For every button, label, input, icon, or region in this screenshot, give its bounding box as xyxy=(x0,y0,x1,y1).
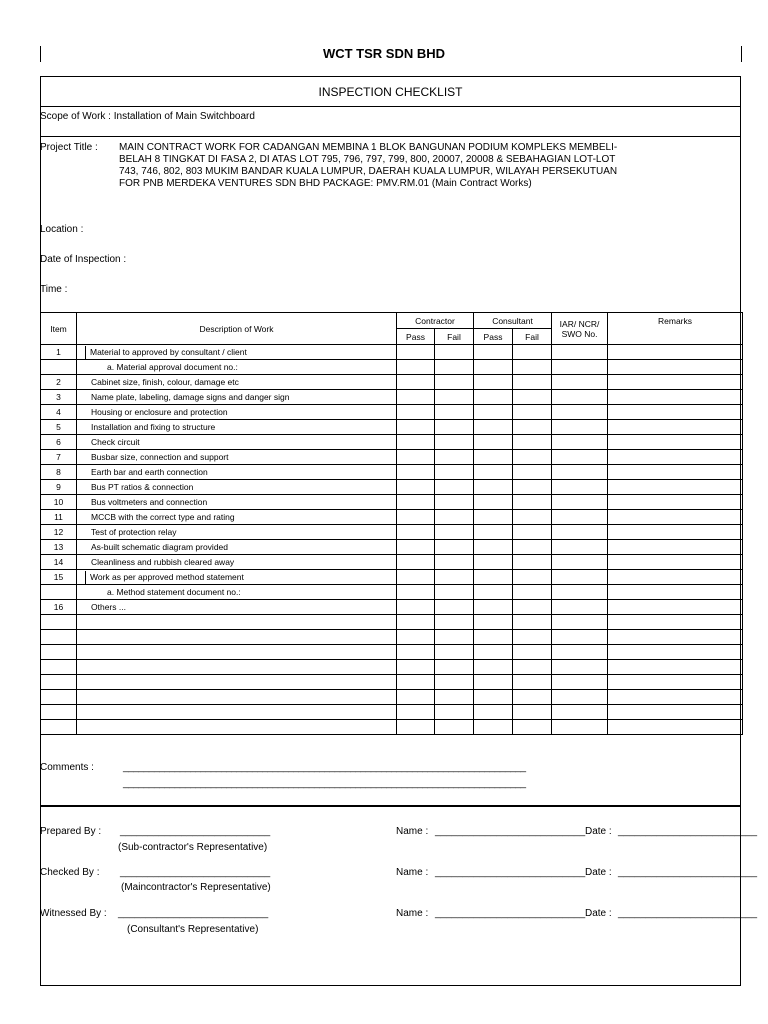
remarks-cell[interactable] xyxy=(608,480,743,495)
consultant-fail-cell[interactable] xyxy=(513,720,552,735)
table-row xyxy=(41,510,743,525)
iar-ncr-swo-cell[interactable] xyxy=(552,630,608,645)
contractor-fail-cell[interactable] xyxy=(435,510,474,525)
checked-date-line[interactable]: _________________________ xyxy=(618,867,758,878)
iar-ncr-swo-cell[interactable] xyxy=(552,525,608,540)
consultant-pass-cell[interactable] xyxy=(474,495,513,510)
remarks-cell[interactable] xyxy=(608,495,743,510)
contractor-pass-cell[interactable] xyxy=(397,600,435,615)
contractor-pass-cell[interactable] xyxy=(397,510,435,525)
prepared-by-label: Prepared By : xyxy=(40,826,102,837)
consultant-pass-cell[interactable] xyxy=(474,510,513,525)
work-description: a. Method statement document no.: xyxy=(77,585,397,600)
iar-ncr-swo-cell[interactable] xyxy=(552,570,608,585)
remarks-cell[interactable] xyxy=(608,345,743,360)
iar-ncr-swo-cell[interactable] xyxy=(552,720,608,735)
item-number xyxy=(41,720,77,735)
work-description: Bus voltmeters and connection xyxy=(77,495,397,510)
iar-ncr-swo-cell[interactable] xyxy=(552,480,608,495)
contractor-pass-cell[interactable] xyxy=(397,360,435,375)
contractor-pass-cell[interactable] xyxy=(397,555,435,570)
contractor-fail-cell[interactable] xyxy=(435,495,474,510)
item-number xyxy=(41,630,77,645)
remarks-cell[interactable] xyxy=(608,360,743,375)
project-title-text xyxy=(119,142,719,190)
contractor-pass-cell[interactable] xyxy=(397,345,435,360)
item-number xyxy=(41,645,77,660)
consultant-fail-cell[interactable] xyxy=(513,585,552,600)
item-number: 11 xyxy=(41,510,77,525)
consultant-pass-cell[interactable] xyxy=(474,420,513,435)
header-consultant-pass: Pass xyxy=(474,329,513,345)
contractor-fail-cell[interactable] xyxy=(435,690,474,705)
work-description: Bus PT ratios & connection xyxy=(77,480,397,495)
work-description xyxy=(77,705,397,720)
consultant-fail-cell[interactable] xyxy=(513,690,552,705)
consultant-pass-cell[interactable] xyxy=(474,375,513,390)
remarks-cell[interactable] xyxy=(608,435,743,450)
work-description xyxy=(77,720,397,735)
contractor-fail-cell[interactable] xyxy=(435,405,474,420)
work-description-text: Work as per approved method statement xyxy=(85,571,244,584)
remarks-cell[interactable] xyxy=(608,600,743,615)
table-row xyxy=(41,420,743,435)
item-number: 10 xyxy=(41,495,77,510)
work-description-text: Material to approved by consultant / client xyxy=(85,346,247,359)
table-row xyxy=(41,375,743,390)
item-number: 12 xyxy=(41,525,77,540)
table-row xyxy=(41,690,743,705)
table-row xyxy=(41,675,743,690)
table-row xyxy=(41,360,743,375)
comments-label: Comments : xyxy=(40,762,94,773)
item-number: 8 xyxy=(41,465,77,480)
iar-ncr-swo-cell[interactable] xyxy=(552,675,608,690)
time-label: Time : xyxy=(40,284,68,295)
consultant-pass-cell[interactable] xyxy=(474,660,513,675)
divider-title xyxy=(40,106,741,107)
remarks-cell[interactable] xyxy=(608,630,743,645)
work-description: Busbar size, connection and support xyxy=(77,450,397,465)
remarks-cell[interactable] xyxy=(608,570,743,585)
item-number: 7 xyxy=(41,450,77,465)
consultant-fail-cell[interactable] xyxy=(513,570,552,585)
contractor-fail-cell[interactable] xyxy=(435,450,474,465)
consultant-pass-cell[interactable] xyxy=(474,450,513,465)
item-number xyxy=(41,675,77,690)
contractor-pass-cell[interactable] xyxy=(397,390,435,405)
work-description xyxy=(77,615,397,630)
work-description: Housing or enclosure and protection xyxy=(77,405,397,420)
iar-ncr-swo-cell[interactable] xyxy=(552,615,608,630)
iar-ncr-swo-cell[interactable] xyxy=(552,705,608,720)
table-row xyxy=(41,660,743,675)
consultant-fail-cell[interactable] xyxy=(513,375,552,390)
remarks-cell[interactable] xyxy=(608,585,743,600)
item-number xyxy=(41,585,77,600)
prepared-date-line[interactable]: _________________________ xyxy=(618,826,758,837)
contractor-fail-cell[interactable] xyxy=(435,390,474,405)
table-row xyxy=(41,435,743,450)
contractor-fail-cell[interactable] xyxy=(435,555,474,570)
remarks-cell[interactable] xyxy=(608,405,743,420)
prepared-name-label: Name : xyxy=(396,826,429,837)
consultant-fail-cell[interactable] xyxy=(513,345,552,360)
header-description: Description of Work xyxy=(77,313,397,345)
contractor-fail-cell[interactable] xyxy=(435,345,474,360)
contractor-fail-cell[interactable] xyxy=(435,480,474,495)
contractor-pass-cell[interactable] xyxy=(397,540,435,555)
contractor-fail-cell[interactable] xyxy=(435,630,474,645)
iar-ncr-swo-cell[interactable] xyxy=(552,450,608,465)
witnessed-date-label: Date : xyxy=(585,908,612,919)
consultant-fail-cell[interactable] xyxy=(513,360,552,375)
project-line: FOR PNB MERDEKA VENTURES SDN BHD PACKAGE: PMV.RM.01 (Main Contract Works) xyxy=(119,178,532,189)
prepared-by-role: (Sub-contractor's Representative) xyxy=(118,842,268,853)
remarks-cell[interactable] xyxy=(608,420,743,435)
witnessed-by-label: Witnessed By : xyxy=(40,908,107,919)
header-consultant: Consultant xyxy=(474,313,552,329)
consultant-fail-cell[interactable] xyxy=(513,555,552,570)
table-row xyxy=(41,540,743,555)
item-number: 14 xyxy=(41,555,77,570)
remarks-cell[interactable] xyxy=(608,555,743,570)
iar-ncr-swo-cell[interactable] xyxy=(552,435,608,450)
contractor-fail-cell[interactable] xyxy=(435,540,474,555)
consultant-pass-cell[interactable] xyxy=(474,675,513,690)
contractor-pass-cell[interactable] xyxy=(397,720,435,735)
consultant-fail-cell[interactable] xyxy=(513,645,552,660)
checked-by-line[interactable]: ___________________________ xyxy=(120,867,271,878)
company-name: WCT TSR SDN BHD xyxy=(322,46,446,61)
form-title: INSPECTION CHECKLIST xyxy=(318,85,463,99)
table-row xyxy=(41,450,743,465)
consultant-pass-cell[interactable] xyxy=(474,645,513,660)
consultant-pass-cell[interactable] xyxy=(474,690,513,705)
iar-line-2: SWO No. xyxy=(561,328,598,339)
contractor-pass-cell[interactable] xyxy=(397,450,435,465)
witnessed-by-role: (Consultant's Representative) xyxy=(127,924,259,935)
divider-signatures xyxy=(40,805,741,807)
iar-ncr-swo-cell[interactable] xyxy=(552,540,608,555)
work-description: Cleanliness and rubbish cleared away xyxy=(77,555,397,570)
item-number: 13 xyxy=(41,540,77,555)
contractor-fail-cell[interactable] xyxy=(435,585,474,600)
table-row xyxy=(41,390,743,405)
remarks-cell[interactable] xyxy=(608,660,743,675)
work-description xyxy=(77,690,397,705)
item-number: 16 xyxy=(41,600,77,615)
contractor-fail-cell[interactable] xyxy=(435,570,474,585)
work-description xyxy=(77,570,397,585)
work-description xyxy=(77,660,397,675)
consultant-pass-cell[interactable] xyxy=(474,720,513,735)
work-description: Others ... xyxy=(77,600,397,615)
item-number: 15 xyxy=(41,570,77,585)
iar-ncr-swo-cell[interactable] xyxy=(552,405,608,420)
contractor-pass-cell[interactable] xyxy=(397,585,435,600)
consultant-pass-cell[interactable] xyxy=(474,540,513,555)
table-row xyxy=(41,480,743,495)
project-line: 743, 746, 802, 803 MUKIM BANDAR KUALA LUMPUR, DAERAH KUALA LUMPUR, WILAYAH PERSEKUTUAN xyxy=(119,166,618,177)
consultant-pass-cell[interactable] xyxy=(474,345,513,360)
contractor-pass-cell[interactable] xyxy=(397,525,435,540)
consultant-fail-cell[interactable] xyxy=(513,435,552,450)
header-contractor-fail: Fail xyxy=(435,329,474,345)
table-row xyxy=(41,525,743,540)
contractor-fail-cell[interactable] xyxy=(435,705,474,720)
consultant-fail-cell[interactable] xyxy=(513,660,552,675)
iar-ncr-swo-cell[interactable] xyxy=(552,690,608,705)
remarks-cell[interactable] xyxy=(608,705,743,720)
consultant-fail-cell[interactable] xyxy=(513,405,552,420)
consultant-pass-cell[interactable] xyxy=(474,435,513,450)
contractor-pass-cell[interactable] xyxy=(397,630,435,645)
header-contractor: Contractor xyxy=(397,313,474,329)
prepared-name-line[interactable]: ___________________________ xyxy=(435,826,586,837)
iar-ncr-swo-cell[interactable] xyxy=(552,465,608,480)
checked-name-label: Name : xyxy=(396,867,429,878)
consultant-fail-cell[interactable] xyxy=(513,630,552,645)
consultant-pass-cell[interactable] xyxy=(474,600,513,615)
iar-ncr-swo-cell[interactable] xyxy=(552,555,608,570)
contractor-pass-cell[interactable] xyxy=(397,675,435,690)
consultant-pass-cell[interactable] xyxy=(474,390,513,405)
contractor-fail-cell[interactable] xyxy=(435,600,474,615)
remarks-cell[interactable] xyxy=(608,615,743,630)
table-row xyxy=(41,465,743,480)
contractor-fail-cell[interactable] xyxy=(435,525,474,540)
table-row xyxy=(41,645,743,660)
witnessed-name-label: Name : xyxy=(396,908,429,919)
consultant-fail-cell[interactable] xyxy=(513,675,552,690)
remarks-cell[interactable] xyxy=(608,720,743,735)
contractor-fail-cell[interactable] xyxy=(435,435,474,450)
prepared-by-line[interactable]: ___________________________ xyxy=(120,826,271,837)
consultant-fail-cell[interactable] xyxy=(513,450,552,465)
item-number xyxy=(41,705,77,720)
contractor-fail-cell[interactable] xyxy=(435,375,474,390)
item-number: 4 xyxy=(41,405,77,420)
contractor-pass-cell[interactable] xyxy=(397,495,435,510)
scope-of-work: Scope of Work : Installation of Main Switchboard xyxy=(40,111,255,122)
iar-ncr-swo-cell[interactable] xyxy=(552,375,608,390)
table-row xyxy=(41,615,743,630)
consultant-pass-cell[interactable] xyxy=(474,405,513,420)
contractor-pass-cell[interactable] xyxy=(397,690,435,705)
remarks-cell[interactable] xyxy=(608,465,743,480)
table-row xyxy=(41,600,743,615)
divider-scope xyxy=(40,136,741,137)
contractor-fail-cell[interactable] xyxy=(435,660,474,675)
consultant-pass-cell[interactable] xyxy=(474,465,513,480)
contractor-pass-cell[interactable] xyxy=(397,465,435,480)
work-description: a. Material approval document no.: xyxy=(77,360,397,375)
item-number xyxy=(41,360,77,375)
iar-ncr-swo-cell[interactable] xyxy=(552,390,608,405)
contractor-pass-cell[interactable] xyxy=(397,705,435,720)
item-number: 5 xyxy=(41,420,77,435)
item-number: 2 xyxy=(41,375,77,390)
consultant-pass-cell[interactable] xyxy=(474,555,513,570)
work-description xyxy=(77,630,397,645)
header-item: Item xyxy=(41,313,77,345)
work-description: Installation and fixing to structure xyxy=(77,420,397,435)
contractor-pass-cell[interactable] xyxy=(397,405,435,420)
header-iar-ncr-swo xyxy=(552,313,608,345)
project-title-label: Project Title : xyxy=(40,142,98,153)
table-row xyxy=(41,585,743,600)
item-number: 1 xyxy=(41,345,77,360)
consultant-fail-cell[interactable] xyxy=(513,465,552,480)
consultant-fail-cell[interactable] xyxy=(513,615,552,630)
contractor-fail-cell[interactable] xyxy=(435,645,474,660)
iar-ncr-swo-cell[interactable] xyxy=(552,420,608,435)
witnessed-name-line[interactable]: ___________________________ xyxy=(435,908,586,919)
work-description: Test of protection relay xyxy=(77,525,397,540)
comments-line-2[interactable]: ______________________________________________________________________________ xyxy=(123,778,526,789)
consultant-fail-cell[interactable] xyxy=(513,420,552,435)
table-row xyxy=(41,720,743,735)
iar-ncr-swo-cell[interactable] xyxy=(552,600,608,615)
witnessed-by-line[interactable]: ___________________________ xyxy=(118,908,269,919)
consultant-pass-cell[interactable] xyxy=(474,705,513,720)
project-line: BELAH 8 TINGKAT DI FASA 2, DI ATAS LOT 795, 796, 797, 799, 800, 20007, 20008 & SEBAHAGIAN LOT-LOT xyxy=(119,154,616,165)
iar-ncr-swo-cell[interactable] xyxy=(552,345,608,360)
table-row xyxy=(41,555,743,570)
contractor-pass-cell[interactable] xyxy=(397,420,435,435)
consultant-pass-cell[interactable] xyxy=(474,525,513,540)
comments-line-1[interactable]: ______________________________________________________________________________ xyxy=(123,762,526,773)
work-description: Earth bar and earth connection xyxy=(77,465,397,480)
table-row xyxy=(41,345,743,360)
consultant-fail-cell[interactable] xyxy=(513,495,552,510)
contractor-pass-cell[interactable] xyxy=(397,645,435,660)
checklist-table xyxy=(40,312,743,735)
item-number xyxy=(41,660,77,675)
iar-ncr-swo-cell[interactable] xyxy=(552,510,608,525)
checked-name-line[interactable]: ___________________________ xyxy=(435,867,586,878)
header-consultant-fail: Fail xyxy=(513,329,552,345)
consultant-pass-cell[interactable] xyxy=(474,630,513,645)
item-number: 3 xyxy=(41,390,77,405)
contractor-fail-cell[interactable] xyxy=(435,420,474,435)
consultant-pass-cell[interactable] xyxy=(474,360,513,375)
witnessed-date-line[interactable]: _________________________ xyxy=(618,908,758,919)
iar-ncr-swo-cell[interactable] xyxy=(552,495,608,510)
consultant-fail-cell[interactable] xyxy=(513,705,552,720)
work-description: Name plate, labeling, damage signs and danger sign xyxy=(77,390,397,405)
contractor-fail-cell[interactable] xyxy=(435,615,474,630)
item-number: 6 xyxy=(41,435,77,450)
iar-ncr-swo-cell[interactable] xyxy=(552,660,608,675)
header-contractor-pass: Pass xyxy=(397,329,435,345)
work-description: Cabinet size, finish, colour, damage etc xyxy=(77,375,397,390)
iar-ncr-swo-cell[interactable] xyxy=(552,645,608,660)
table-row xyxy=(41,495,743,510)
location-label: Location : xyxy=(40,224,84,235)
item-number xyxy=(41,615,77,630)
remarks-cell[interactable] xyxy=(608,390,743,405)
checked-date-label: Date : xyxy=(585,867,612,878)
consultant-fail-cell[interactable] xyxy=(513,525,552,540)
consultant-fail-cell[interactable] xyxy=(513,600,552,615)
remarks-cell[interactable] xyxy=(608,690,743,705)
contractor-pass-cell[interactable] xyxy=(397,435,435,450)
work-description: MCCB with the correct type and rating xyxy=(77,510,397,525)
remarks-cell[interactable] xyxy=(608,645,743,660)
contractor-fail-cell[interactable] xyxy=(435,465,474,480)
work-description xyxy=(77,675,397,690)
table-row xyxy=(41,405,743,420)
iar-ncr-swo-cell[interactable] xyxy=(552,360,608,375)
work-description: As-built schematic diagram provided xyxy=(77,540,397,555)
checked-by-role: (Maincontractor's Representative) xyxy=(121,882,271,893)
contractor-pass-cell[interactable] xyxy=(397,375,435,390)
consultant-pass-cell[interactable] xyxy=(474,480,513,495)
contractor-pass-cell[interactable] xyxy=(397,660,435,675)
checked-by-label: Checked By : xyxy=(40,867,100,878)
contractor-fail-cell[interactable] xyxy=(435,360,474,375)
prepared-date-label: Date : xyxy=(585,826,612,837)
table-row xyxy=(41,705,743,720)
consultant-pass-cell[interactable] xyxy=(474,615,513,630)
remarks-cell[interactable] xyxy=(608,510,743,525)
item-number: 9 xyxy=(41,480,77,495)
work-description xyxy=(77,345,397,360)
contractor-fail-cell[interactable] xyxy=(435,675,474,690)
work-description: Check circuit xyxy=(77,435,397,450)
date-of-inspection-label: Date of Inspection : xyxy=(40,254,127,265)
contractor-pass-cell[interactable] xyxy=(397,480,435,495)
consultant-fail-cell[interactable] xyxy=(513,540,552,555)
iar-line-1: IAR/ NCR/ xyxy=(559,318,600,329)
consultant-pass-cell[interactable] xyxy=(474,585,513,600)
table-row xyxy=(41,630,743,645)
consultant-pass-cell[interactable] xyxy=(474,570,513,585)
iar-ncr-swo-cell[interactable] xyxy=(552,585,608,600)
work-description xyxy=(77,645,397,660)
remarks-cell[interactable] xyxy=(608,675,743,690)
table-row xyxy=(41,570,743,585)
consultant-fail-cell[interactable] xyxy=(513,510,552,525)
contractor-fail-cell[interactable] xyxy=(435,720,474,735)
item-number xyxy=(41,690,77,705)
project-line: MAIN CONTRACT WORK FOR CADANGAN MEMBINA 1 BLOK BANGUNAN PODIUM KOMPLEKS MEMBELI- xyxy=(119,142,618,153)
consultant-fail-cell[interactable] xyxy=(513,390,552,405)
consultant-fail-cell[interactable] xyxy=(513,480,552,495)
remarks-cell[interactable] xyxy=(608,540,743,555)
remarks-cell[interactable] xyxy=(608,450,743,465)
contractor-pass-cell[interactable] xyxy=(397,615,435,630)
header-remarks: Remarks xyxy=(608,313,743,345)
remarks-cell[interactable] xyxy=(608,375,743,390)
contractor-pass-cell[interactable] xyxy=(397,570,435,585)
remarks-cell[interactable] xyxy=(608,525,743,540)
